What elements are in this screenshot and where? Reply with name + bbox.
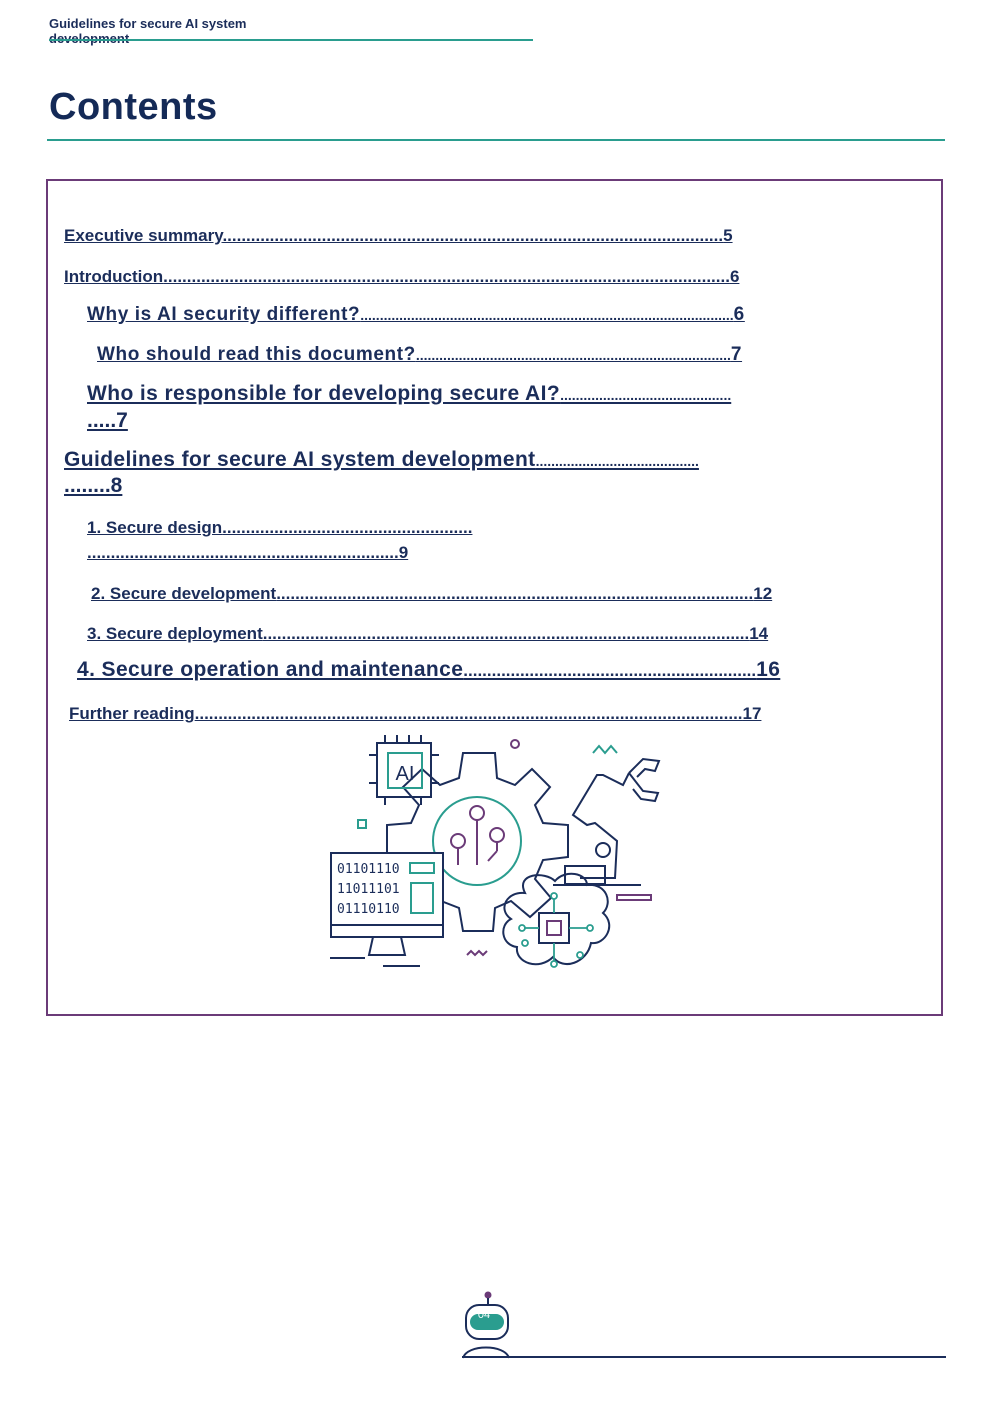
binary-row-2: 11011101 xyxy=(337,882,400,897)
brain-icon xyxy=(503,874,609,964)
toc-link-guidelines-page[interactable]: ........8 xyxy=(64,474,123,497)
toc-link-secure-design-page[interactable]: ..................................................................9 xyxy=(87,543,409,562)
toc-link-secure-design[interactable]: 1. Secure design..................................................... xyxy=(87,518,473,537)
toc-link-executive-summary[interactable]: Executive summary..........................................................................................................5 xyxy=(64,226,733,245)
header-divider xyxy=(49,39,533,41)
chip-label: AI xyxy=(395,763,415,785)
page-number: 04 xyxy=(477,1309,491,1321)
toc-link-who-is-responsible-page[interactable]: .....7 xyxy=(87,409,128,432)
title-divider xyxy=(47,139,945,141)
toc-link-introduction[interactable]: Introduction........................................................................................................................6 xyxy=(64,267,740,286)
footer-divider xyxy=(462,1356,946,1358)
toc-link-further-reading[interactable]: Further reading....................................................................................................................17 xyxy=(69,704,762,723)
toc-link-guidelines[interactable]: Guidelines for secure AI system development.......................................... xyxy=(64,448,699,471)
binary-row-1: 01101110 xyxy=(337,862,400,877)
circuit-icon xyxy=(451,806,504,865)
toc-link-why-ai-security-different[interactable]: Why is AI security different?................................................................................................6 xyxy=(87,304,745,325)
toc-link-secure-operation[interactable]: 4. Secure operation and maintenance..............................................................16 xyxy=(77,658,781,681)
toc-link-secure-deployment[interactable]: 3. Secure deployment.......................................................................................................14 xyxy=(87,624,769,643)
toc-link-who-should-read[interactable]: Who should read this document?.................................................................................7 xyxy=(97,344,743,365)
robot-mascot-icon xyxy=(455,1290,515,1360)
toc-link-secure-development[interactable]: 2. Secure development.....................................................................................................12 xyxy=(91,584,773,603)
running-header: Guidelines for secure AI system xyxy=(49,16,247,31)
brain-circuit xyxy=(519,893,593,967)
binary-row-3: 01110110 xyxy=(337,902,400,917)
robot-arm-icon xyxy=(553,759,659,885)
ai-security-illustration xyxy=(325,733,670,988)
page-title: Contents xyxy=(49,86,218,128)
toc-link-who-is-responsible[interactable]: Who is responsible for developing secure AI?............................................ xyxy=(87,382,732,405)
